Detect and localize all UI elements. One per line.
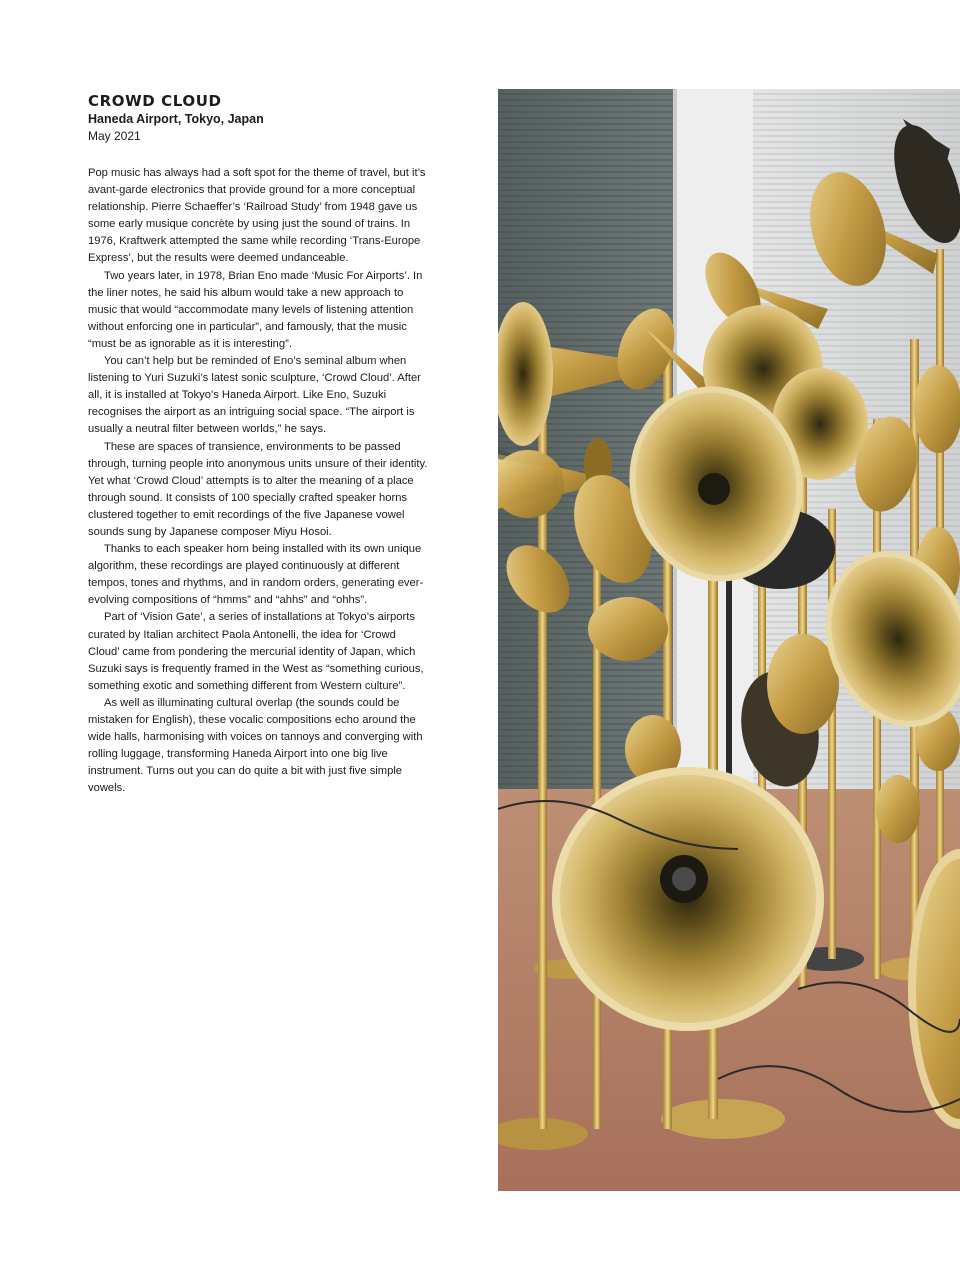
paragraph-1: Pop music has always had a soft spot for the theme of travel, but it’s avant-garde electronics that provide ground for a more conceptual relationship. Pierre Schaeffer’s ‘Railroad Study’ from 1948 gave us some early musique concrète by using just the sound of trains. In 1976, Kraftwerk attempted the same while recording ‘Trans-Europe Express’, but the results were deemed undanceable. [88,167,426,265]
article-date: May 2021 [88,129,141,143]
article-body [88,165,428,797]
article-title: CROWD CLOUD [88,92,222,110]
paragraph-5: Thanks to each speaker horn being installed with its own unique algorithm, these recordings are played continuously at different tempos, tones and rhythms, and in random orders, generating ever-evolving compositions of “hmms” and “ahhs” and “ohhs”. [88,543,424,607]
paragraph-4: These are spaces of transience, environments to be passed through, turning people into anonymous units unsure of their identity. Yet what ‘Crowd Cloud’ attempts is to alter the meaning of a place through sound. It consists of 100 specially crafted speaker horns clustered together to emit recordings of the five Japanese vowel sounds sung by Japanese composer Miyu Hosoi. [88,440,428,538]
article-location: Haneda Airport, Tokyo, Japan [88,112,264,126]
paragraph-6: Part of ‘Vision Gate’, a series of installations at Tokyo’s airports curated by Italian architect Paola Antonelli, the idea for ‘Crowd Cloud’ came from pondering the mercurial identity of Japan, which Suzuki says is frequently framed in the West as “something curious, something exotic and something different from Western culture”. [88,611,424,692]
installation-photo [498,89,960,1191]
paragraph-7: As well as illuminating cultural overlap (the sounds could be mistaken for English), these vocalic compositions echo around the wide halls, harmonising with voices on tannoys and converging with rolling luggage, transforming Haneda Airport into one big live instrument. Turns out you can do quite a bit with just five simple vowels. [88,696,423,795]
paragraph-2: Two years later, in 1978, Brian Eno made ‘Music For Airports’. In the liner notes, he said his album would take a new approach to music that would “accommodate many levels of listening attention without enforcing one in particular”, and famously, that the music “must be as ignorable as it is interesting”. [88,269,423,350]
paragraph-3: You can’t help but be reminded of Eno’s seminal album when listening to Yuri Suzuki’s latest sonic sculpture, ‘Crowd Cloud’. After all, it is installed at Tokyo’s Haneda Airport. Like Eno, Suzuki recognises the airport as an intriguing social space. “The airport is usually a neutral filter between worlds,” he says. [88,355,421,436]
article [88,92,428,797]
